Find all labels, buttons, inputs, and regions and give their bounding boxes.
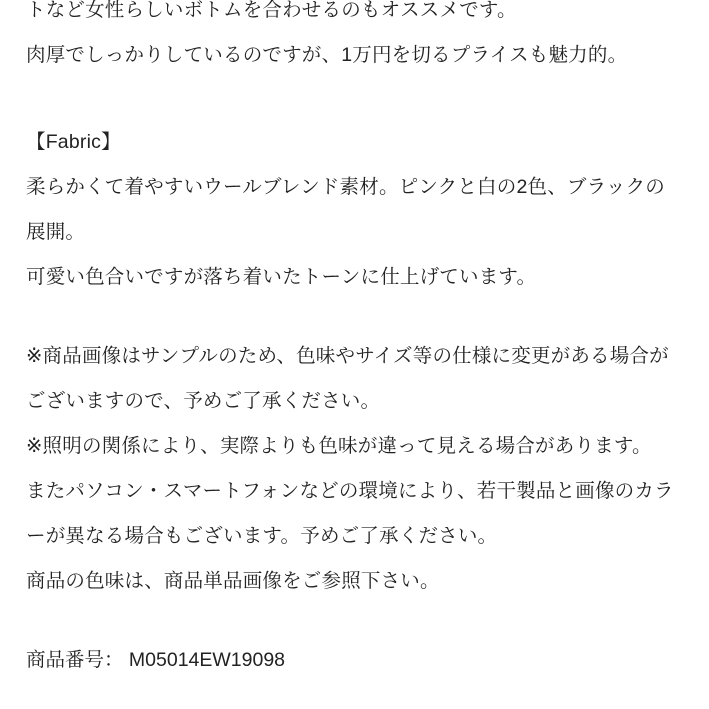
notice-sample-image: ※商品画像はサンプルのため、色味やサイズ等の仕様に変更がある場合がございますので、予めご了承ください。 xyxy=(26,345,669,412)
paragraph-fabric-desc: 柔らかくて着やすいウールブレンド素材。ピンクと白の2色、ブラックの展開。 xyxy=(26,176,666,243)
notice-lighting: ※照明の関係により、実際よりも色味が違って見える場合があります。 xyxy=(26,435,652,457)
spacer-before-product-number xyxy=(26,604,683,622)
notice-color-reference: 商品の色味は、商品単品画像をご参照下さい。 xyxy=(26,570,440,592)
heading-fabric: 【Fabric】 xyxy=(26,131,121,153)
paragraph-price-note: 肉厚でしっかりしているのですが、1万円を切るプライスも魅力的。 xyxy=(26,44,628,66)
product-number: 商品番号： M05014EW19098 xyxy=(26,648,286,671)
spacer-before-fabric xyxy=(26,78,683,120)
spacer-before-notices xyxy=(26,300,683,334)
paragraph-fabric-tone: 可愛い色合いですが落ち着いたトーンに仕上げています。 xyxy=(26,266,537,288)
paragraph-intro-cut: トなど女性らしいボトムを合わせるのもオススメです。 xyxy=(26,0,517,21)
notice-device-color: またパソコン・スマートフォンなどの環境により、若干製品と画像のカラーが異なる場合もございます。予めご了承ください。 xyxy=(26,480,674,547)
